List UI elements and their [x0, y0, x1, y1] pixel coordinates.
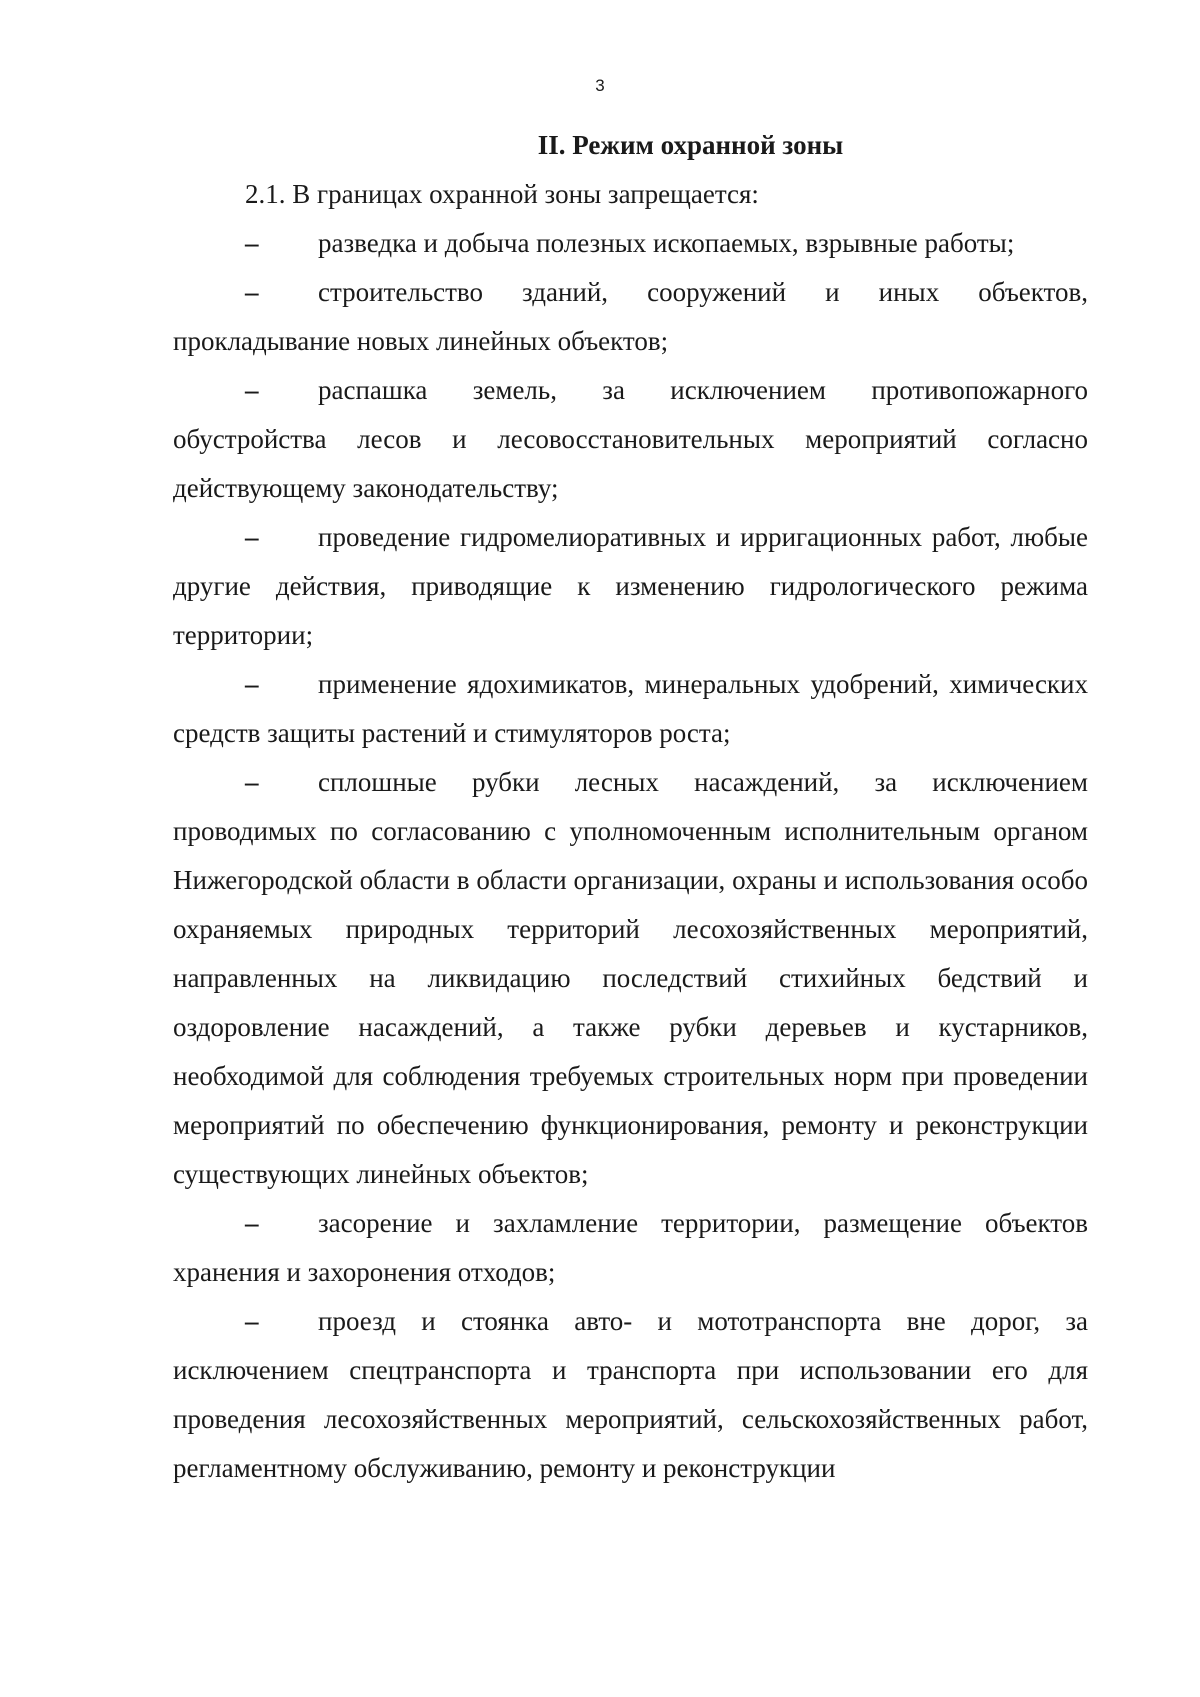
dash-bullet: –: [245, 1208, 259, 1238]
list-item-text: разведка и добыча полезных ископаемых, взрывные работы;: [318, 228, 1015, 258]
dash-bullet: –: [245, 767, 259, 797]
list-item: [173, 219, 1088, 268]
list-item: [173, 513, 1088, 660]
list-item-text: проведение гидромелиоративных и ирригационных работ, любые другие действия, приводящие к изменению гидрологического режима территории;: [173, 522, 1088, 650]
list-item: [173, 1297, 1088, 1493]
intro-paragraph: 2.1. В границах охранной зоны запрещается:: [245, 179, 759, 209]
list-item-text: распашка земель, за исключением противопожарного обустройства лесов и лесовосстановительных мероприятий согласно действующему законодательству;: [173, 375, 1088, 503]
list-item: [173, 660, 1088, 758]
list-item: [173, 1199, 1088, 1297]
page-number: 3: [595, 76, 605, 95]
list-item-text: сплошные рубки лесных насаждений, за исключением проводимых по согласованию с уполномоченным исполнительным органом Нижегородской области в области организации, охраны и использования особо охраняемых природных территорий лесохозяйственных мероприятий, направленных на ликвидацию последствий стихийных бедствий и оздоровление насаждений, а также рубки деревьев и кустарников, необходимой для соблюдения требуемых строительных норм при проведении мероприятий по обеспечению функционирования, ремонту и реконструкции существующих линейных объектов;: [173, 767, 1088, 1189]
list-item: [173, 758, 1088, 1199]
list-item-text: применение ядохимикатов, минеральных удобрений, химических средств защиты растений и стимуляторов роста;: [173, 669, 1088, 748]
list-item-text: проезд и стоянка авто- и мототранспорта вне дорог, за исключением спецтранспорта и транспорта при использовании его для проведения лесохозяйственных мероприятий, сельскохозяйственных работ, регламентному обслуживанию, ремонту и реконструкции: [173, 1306, 1088, 1483]
document-body: [173, 121, 1088, 1493]
list-item-text: строительство зданий, сооружений и иных объектов, прокладывание новых линейных объектов;: [173, 277, 1088, 356]
section-title: II. Режим охранной зоны: [537, 130, 844, 160]
dash-bullet: –: [245, 277, 259, 307]
dash-bullet: –: [245, 228, 259, 258]
dash-bullet: –: [245, 1306, 259, 1336]
prohibition-list: [173, 219, 1088, 1493]
dash-bullet: –: [245, 375, 259, 405]
list-item: [173, 268, 1088, 366]
list-item-text: засорение и захламление территории, размещение объектов хранения и захоронения отходов;: [173, 1208, 1088, 1287]
list-item: [173, 366, 1088, 513]
dash-bullet: –: [245, 522, 259, 552]
dash-bullet: –: [245, 669, 259, 699]
